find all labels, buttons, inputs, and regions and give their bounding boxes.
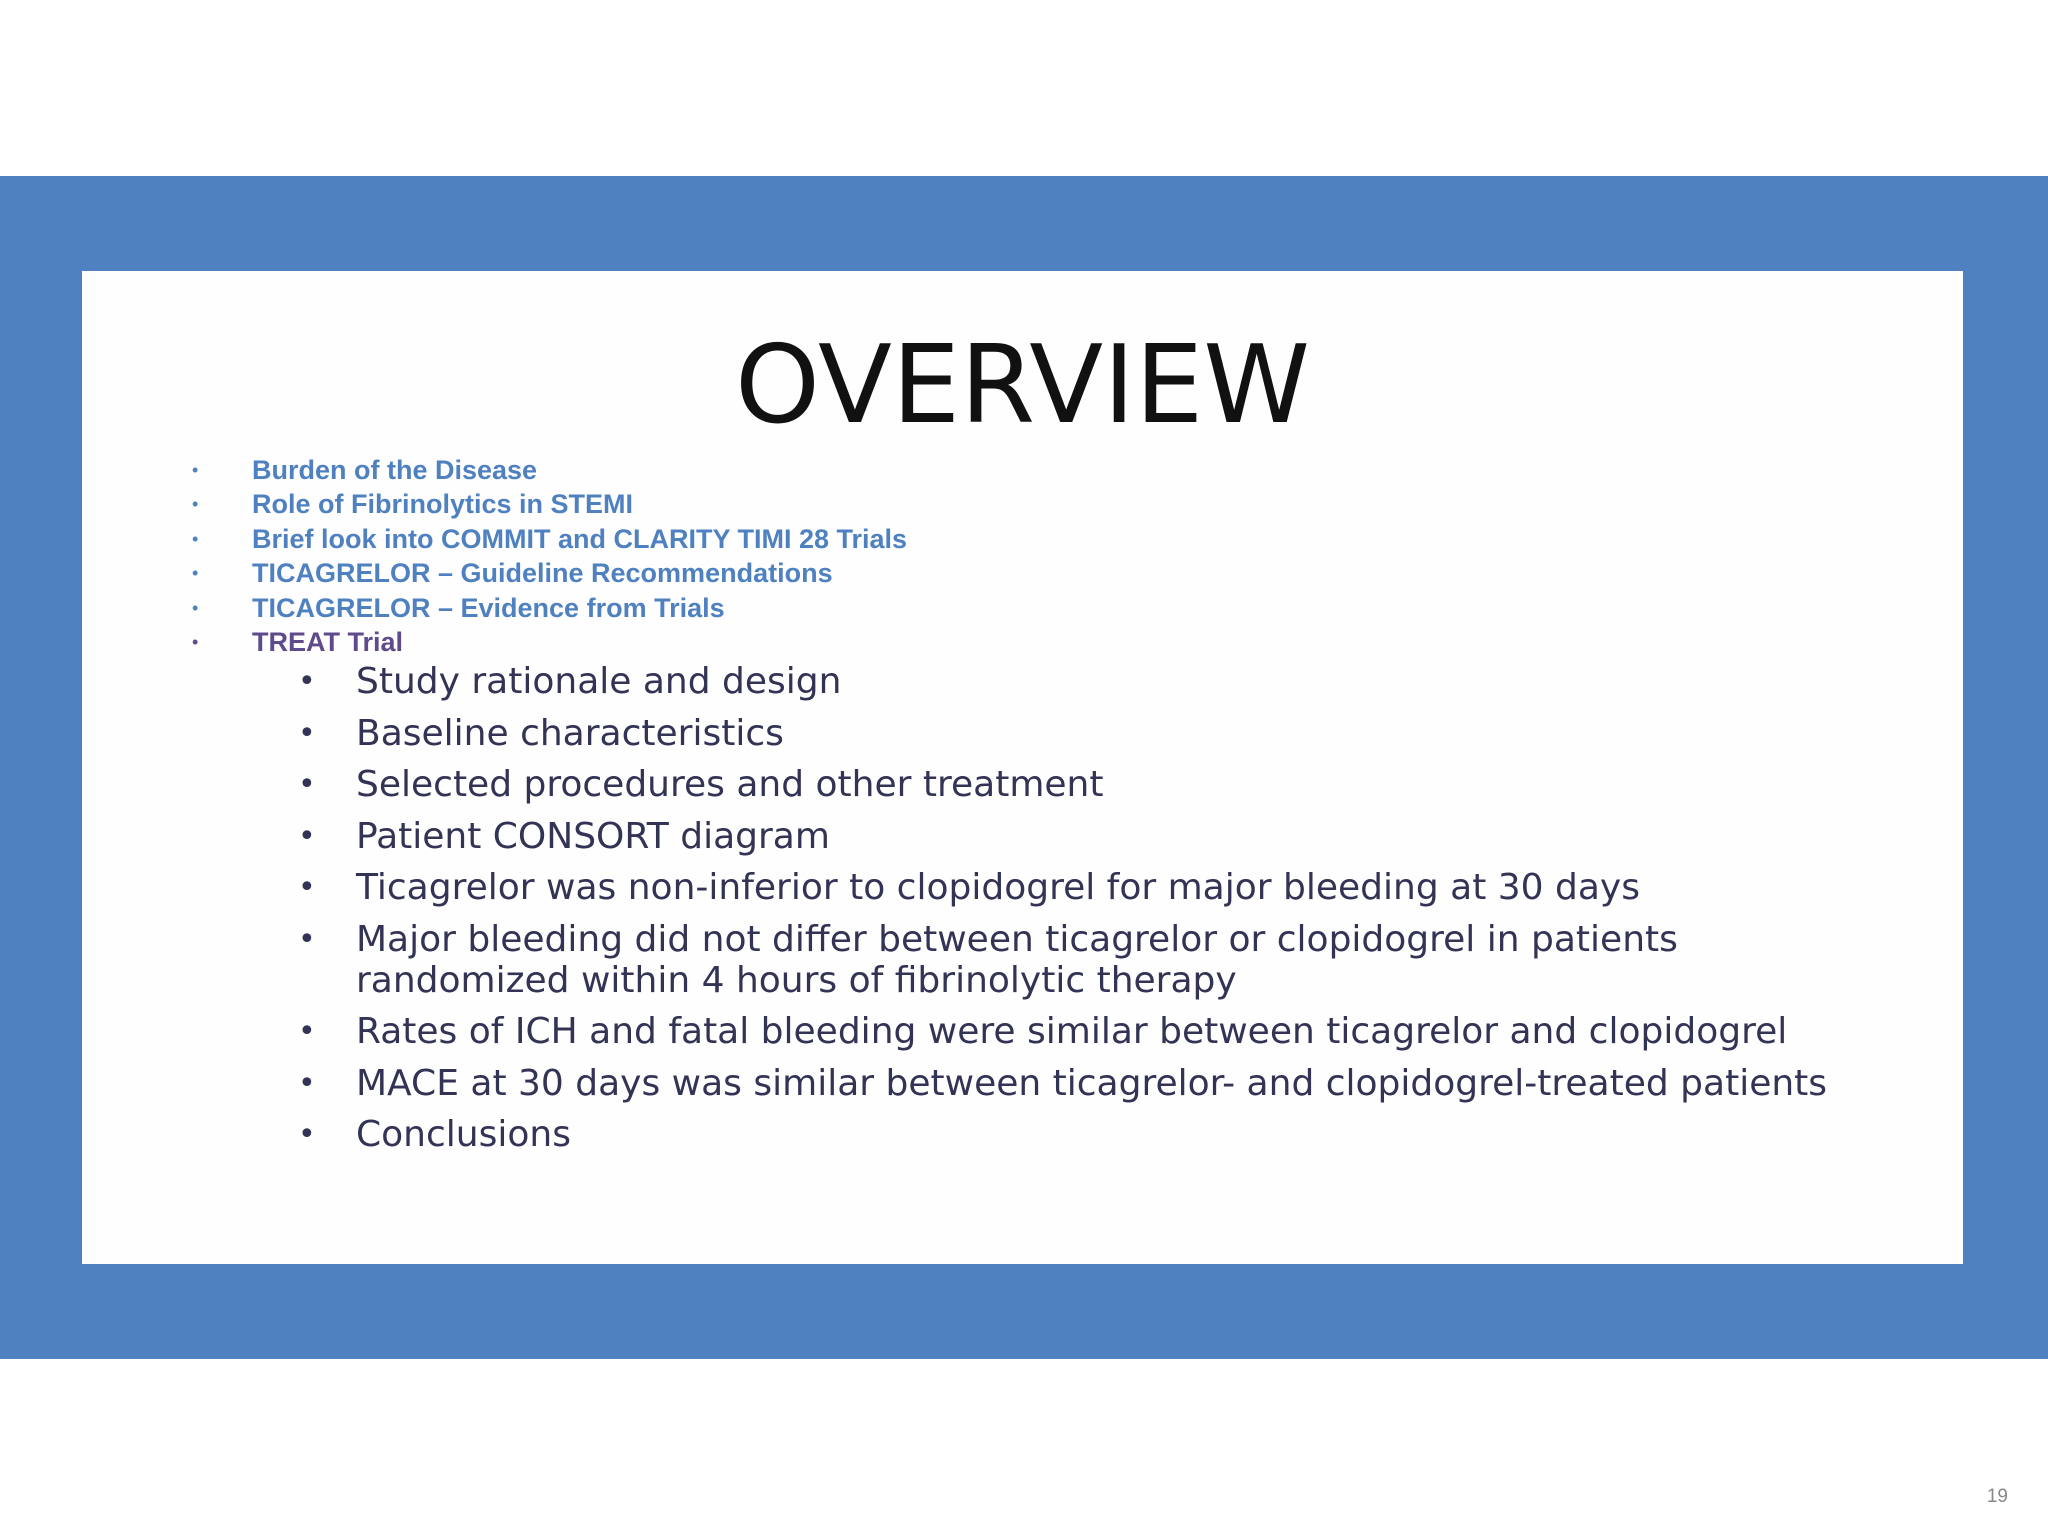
page-number: 19 (1986, 1486, 2008, 1507)
sub-item-ich: • Rates of ICH and fatal bleeding were similar between ticagrelor and clopidogrel (298, 1011, 1788, 1052)
bullet-dot-icon: • (298, 1065, 316, 1101)
sub-item-non-inferior: • Ticagrelor was non-inferior to clopidogrel for major bleeding at 30 days (298, 867, 1640, 908)
sub-item-consort: • Patient CONSORT diagram (298, 815, 830, 857)
bullet-dot-icon: • (192, 460, 199, 480)
sub-item-mace: • MACE at 30 days was similar between ticagrelor- and clopidogrel-treated patients (298, 1062, 1828, 1104)
agenda-item-treat-trial: • TREAT Trial (192, 625, 907, 659)
treat-trial-sublist (298, 661, 1827, 1166)
sub-item-major-bleeding: • Major bleeding did not differ between ticagrelor or clopidogrel in patients randomized within 4 hours of fibrinolytic therapy (298, 918, 1678, 1001)
sub-item-baseline: • Baseline characteristics (298, 712, 784, 754)
sub-item-conclusions: • Conclusions (298, 1114, 571, 1155)
slide-content-panel (82, 271, 1963, 1264)
bullet-dot-icon: • (298, 767, 316, 802)
bullet-dot-icon: • (298, 664, 316, 699)
bullet-dot-icon: • (192, 563, 199, 584)
sub-item-rationale: • Study rationale and design (298, 661, 842, 702)
bullet-dot-icon: • (298, 921, 316, 957)
bullet-dot-icon: • (298, 1014, 316, 1049)
agenda-item-evidence: • TICAGRELOR – Evidence from Trials (192, 591, 907, 625)
bullet-dot-icon: • (192, 528, 199, 549)
bullet-dot-icon: • (192, 494, 199, 515)
agenda-item-burden: • Burden of the Disease (192, 453, 907, 487)
agenda-list (192, 453, 907, 659)
agenda-item-guideline: • TICAGRELOR – Guideline Recommendations (192, 556, 907, 590)
bullet-dot-icon: • (192, 597, 199, 618)
slide-title: OVERVIEW (734, 323, 1311, 448)
bullet-dot-icon: • (298, 1117, 316, 1152)
bullet-dot-icon: • (298, 870, 316, 905)
bullet-dot-icon: • (192, 632, 199, 653)
bullet-dot-icon: • (298, 715, 316, 751)
sub-item-procedures: • Selected procedures and other treatment (298, 764, 1104, 805)
bullet-dot-icon: • (298, 818, 316, 854)
agenda-item-commit-clarity: • Brief look into COMMIT and CLARITY TIMI 28 Trials (192, 522, 907, 556)
agenda-item-fibrinolytics: • Role of Fibrinolytics in STEMI (192, 487, 907, 521)
